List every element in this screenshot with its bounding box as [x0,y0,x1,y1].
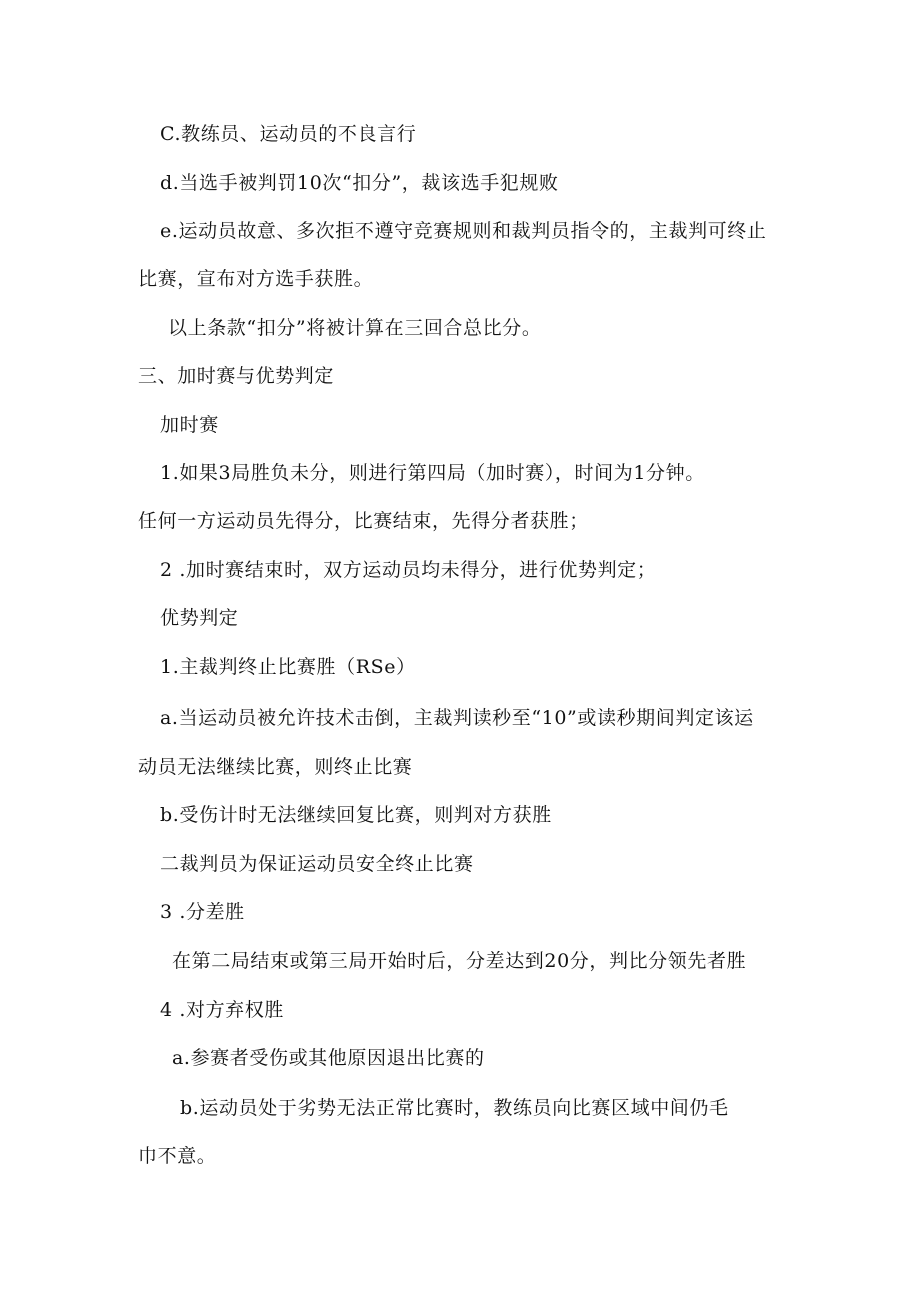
text-line: C.教练员、运动员的不良言行 [160,123,417,145]
text-line: 1.如果3局胜负未分，则进行第四局（加时赛），时间为1分钟。 [160,462,705,484]
text-line: 2 .加时赛结束时，双方运动员均未得分，进行优势判定； [160,559,657,581]
text-line: b.运动员处于劣势无法正常比赛时，教练员向比赛区域中间仍毛 [180,1097,729,1119]
text-line: 动员无法继续比赛，则终止比赛 [138,756,413,778]
text-line: 以上条款“扣分”将被计算在三回合总比分。 [168,317,542,339]
text-line: d.当选手被判罚10次“扣分”，裁该选手犯规败 [160,172,559,194]
text-line: 1.主裁判终止比赛胜（RSe） [160,656,416,678]
text-line: b.受伤计时无法继续回复比赛，则判对方获胜 [160,804,552,826]
text-line: a.当运动员被允许技术击倒，主裁判读秒至“10”或读秒期间判定该运 [160,707,754,729]
text-line: 4 .对方弃权胜 [160,999,284,1021]
text-line: 在第二局结束或第三局开始时后，分差达到20分，判比分领先者胜 [172,950,747,972]
text-line: e.运动员故意、多次拒不遵守竞赛规则和裁判员指令的，主裁判可终止 [160,220,767,242]
text-line: 巾不意。 [138,1145,217,1167]
text-line: a.参赛者受伤或其他原因退出比赛的 [172,1047,485,1069]
section-heading: 三、加时赛与优势判定 [138,365,335,387]
text-line: 比赛，宣布对方选手获胜。 [138,268,374,290]
text-line: 任何一方运动员先得分，比赛结束，先得分者获胜； [138,510,589,532]
subsection-heading: 优势判定 [160,607,239,629]
text-line: 二裁判员为保证运动员安全终止比赛 [160,853,474,875]
subsection-heading: 加时赛 [160,414,219,436]
text-line: 3 .分差胜 [160,901,245,923]
